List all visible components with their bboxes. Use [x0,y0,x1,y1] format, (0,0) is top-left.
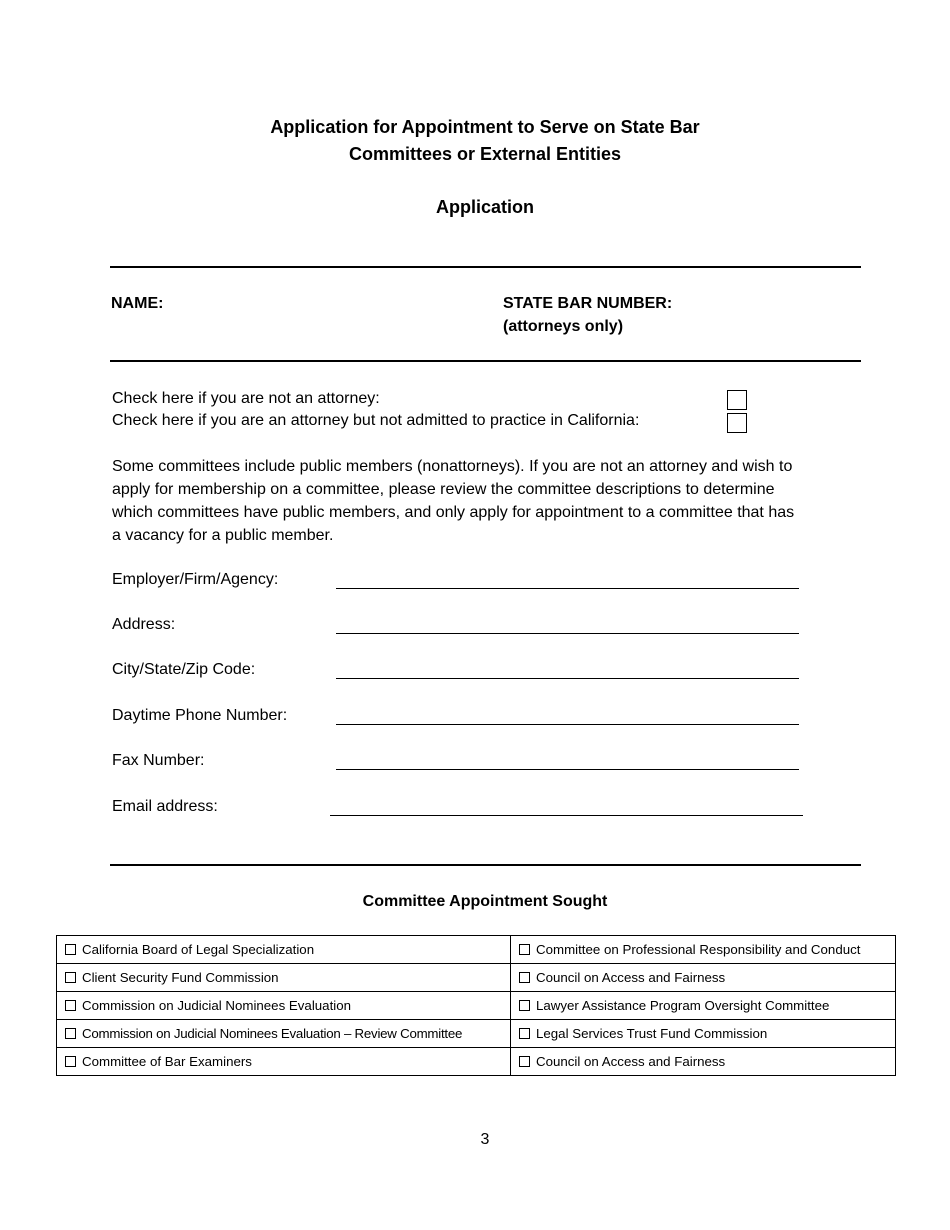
page-number: 3 [480,1131,490,1148]
top-divider [110,266,861,268]
public-member-notice [112,455,862,547]
checkbox-icon[interactable] [519,1056,530,1067]
state-bar-number-note: (attorneys only) [503,318,624,335]
committee-option[interactable] [511,992,896,1020]
committee-option-label: Committee of Bar Examiners [82,1053,252,1069]
committee-option[interactable] [57,936,511,964]
notice-line: apply for membership on a committee, please review the committee descriptions to determine [112,481,775,498]
notice-line: Some committees include public members (nonattorneys). If you are not an attorney and wish to [112,458,793,475]
committee-option-label: Council on Access and Fairness [536,1053,726,1069]
daytime-phone-field[interactable] [336,724,799,725]
fax-number-field[interactable] [336,769,799,770]
table-row [57,992,896,1020]
employer-field[interactable] [336,588,799,589]
not-admitted-label: Check here if you are an attorney but not admitted to practice in California: [112,412,640,429]
committee-option-label: Committee on Professional Responsibility and Conduct [536,941,861,957]
committee-option-label: Legal Services Trust Fund Commission [536,1025,768,1041]
city-state-zip-field[interactable] [336,678,799,679]
checkbox-icon[interactable] [65,1028,76,1039]
form-subtitle: Application [436,197,534,217]
table-row [57,1048,896,1076]
committee-option[interactable] [57,964,511,992]
email-field[interactable] [330,815,803,816]
address-label: Address: [112,616,176,633]
not-admitted-checkbox[interactable] [727,413,747,433]
table-row [57,1020,896,1048]
not-attorney-checkbox[interactable] [727,390,747,410]
checkbox-icon[interactable] [519,972,530,983]
checkbox-icon[interactable] [65,1000,76,1011]
fax-number-label: Fax Number: [112,752,205,769]
checkbox-icon[interactable] [65,972,76,983]
checkbox-icon[interactable] [65,1056,76,1067]
identity-divider [110,360,861,362]
checkbox-icon[interactable] [519,1028,530,1039]
state-bar-number-label: STATE BAR NUMBER: [503,295,673,312]
committee-option[interactable] [57,1048,511,1076]
form-title-line-1: Application for Appointment to Serve on State Bar [270,117,700,137]
table-row [57,964,896,992]
committee-table [56,935,896,1076]
committee-heading: Committee Appointment Sought [362,893,608,910]
checkbox-icon[interactable] [65,944,76,955]
checkbox-icon[interactable] [519,1000,530,1011]
employer-label: Employer/Firm/Agency: [112,571,279,588]
committee-option[interactable] [57,1020,511,1048]
name-label: NAME: [111,295,164,312]
committee-option-label: Commission on Judicial Nominees Evaluation – Review Committee [82,1025,463,1041]
committee-option[interactable] [511,936,896,964]
city-state-zip-label: City/State/Zip Code: [112,661,256,678]
not-attorney-label: Check here if you are not an attorney: [112,390,380,407]
committee-option[interactable] [511,1020,896,1048]
committee-option[interactable] [511,1048,896,1076]
committee-option-label: California Board of Legal Specialization [82,941,315,957]
notice-line: a vacancy for a public member. [112,527,334,544]
address-field[interactable] [336,633,799,634]
notice-line: which committees have public members, and only apply for appointment to a committee that has [112,504,795,521]
committee-option-label: Lawyer Assistance Program Oversight Committee [536,997,830,1013]
daytime-phone-label: Daytime Phone Number: [112,707,288,724]
checkbox-icon[interactable] [519,944,530,955]
email-label: Email address: [112,798,218,815]
committee-option-label: Commission on Judicial Nominees Evaluation [82,997,352,1013]
table-row [57,936,896,964]
committee-option[interactable] [511,964,896,992]
contact-divider [110,864,861,866]
committee-option-label: Council on Access and Fairness [536,969,726,985]
committee-option[interactable] [57,992,511,1020]
committee-option-label: Client Security Fund Commission [82,969,279,985]
form-title-line-2: Committees or External Entities [348,144,622,164]
